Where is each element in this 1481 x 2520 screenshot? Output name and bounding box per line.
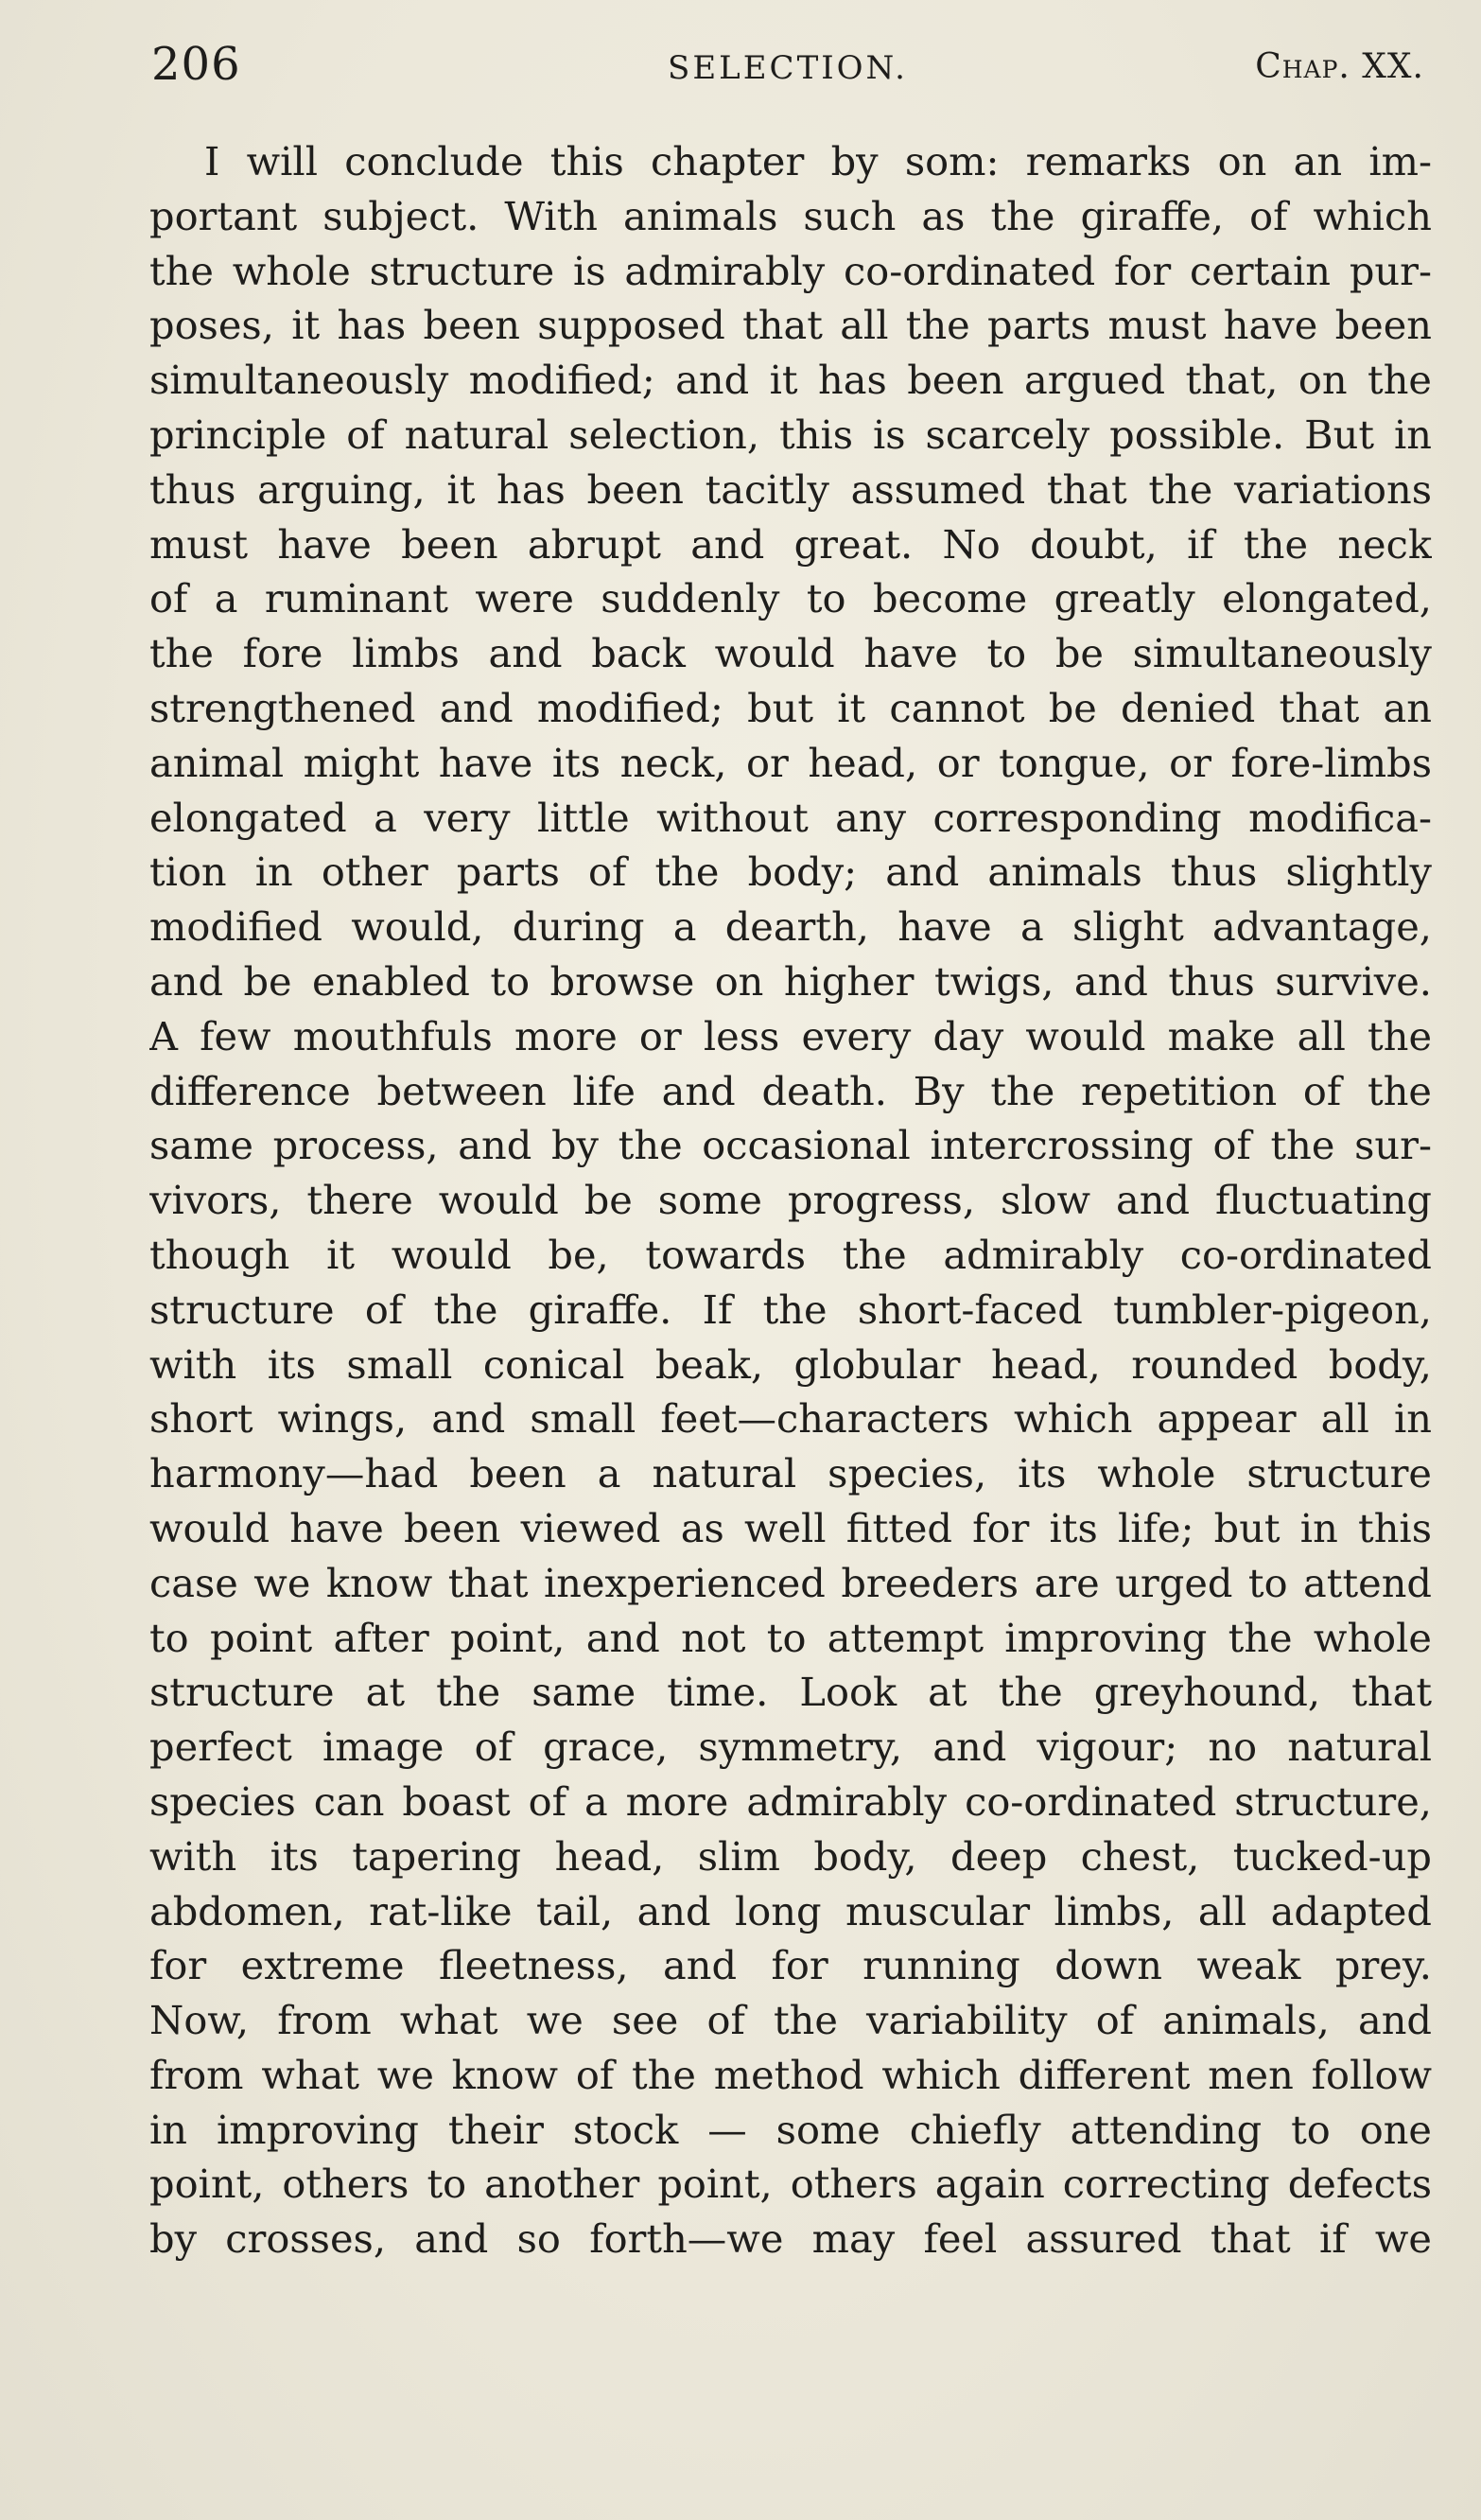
text-line: harmony—had been a natural species, its whole structure: [149, 1450, 1432, 1497]
text-line: must have been abrupt and great. No doubt, if the neck: [149, 520, 1432, 568]
text-line: strengthened and modified; but it cannot be denied that an: [149, 684, 1432, 731]
text-line: the fore limbs and back would have to be simultaneously: [149, 630, 1432, 677]
text-line: animal might have its neck, or head, or tongue, or fore-limbs: [149, 739, 1432, 786]
page-number: 206: [151, 38, 241, 91]
text-line: would have been viewed as well fitted for its life; but in this: [149, 1504, 1432, 1551]
text-line: the whole structure is admirably co-ordinated for certain pur-: [149, 247, 1432, 294]
text-line: short wings, and small feet—characters which appear all in: [149, 1395, 1432, 1443]
text-line: structure at the same time. Look at the greyhound, that: [149, 1669, 1432, 1716]
body-text: [149, 134, 1432, 2266]
text-line: same process, and by the occasional intercrossing of the sur-: [149, 1122, 1432, 1169]
text-line: simultaneously modified; and it has been argued that, on the: [149, 357, 1432, 404]
page-header: [151, 38, 1424, 104]
text-line: thus arguing, it has been tacitly assumed that the variations: [149, 465, 1432, 513]
text-line: I will conclude this chapter by som: remarks on an im-: [204, 138, 1432, 184]
text-line: of a ruminant were suddenly to become greatly elongated,: [149, 575, 1432, 622]
text-line: poses, it has been supposed that all the parts must have been: [149, 302, 1432, 349]
text-line: and be enabled to browse on higher twigs, and thus survive.: [149, 957, 1432, 1005]
text-line: A few mouthfuls more or less every day would make all the: [149, 1012, 1432, 1059]
text-line: by crosses, and so forth—we may feel assured that if we: [149, 2215, 1432, 2263]
text-line: vivors, there would be some progress, slow and fluctuating: [149, 1177, 1432, 1224]
text-line: species can boast of a more admirably co-ordinated structure,: [149, 1777, 1432, 1825]
text-line: portant subject. With animals such as the giraffe, of which: [149, 192, 1432, 239]
text-line: Now, from what we see of the variability of animals, and: [149, 1997, 1432, 2044]
running-title: SELECTION.: [668, 49, 908, 87]
text-line: though it would be, towards the admirably co-ordinated: [149, 1231, 1432, 1278]
text-line: modified would, during a dearth, have a slight advantage,: [149, 903, 1432, 951]
text-line: to point after point, and not to attempt improving the whole: [149, 1614, 1432, 1661]
text-line: tion in other parts of the body; and animals thus slightly: [149, 849, 1432, 896]
text-line: from what we know of the method which different men follow: [149, 2051, 1432, 2098]
text-line: elongated a very little without any corresponding modifica-: [149, 794, 1432, 841]
text-line: case we know that inexperienced breeders are urged to attend: [149, 1559, 1432, 1606]
chapter-label: Chap. XX.: [1255, 47, 1424, 86]
text-line: for extreme fleetness, and for running down weak prey.: [149, 1942, 1432, 1989]
text-line: abdomen, rat-like tail, and long muscular limbs, all adapted: [149, 1887, 1432, 1934]
text-line: principle of natural selection, this is scarcely possible. But in: [149, 411, 1432, 458]
text-line: difference between life and death. By the repetition of the: [149, 1067, 1432, 1114]
text-line: with its tapering head, slim body, deep chest, tucked-up: [149, 1832, 1432, 1880]
text-line: structure of the giraffe. If the short-faced tumbler-pigeon,: [149, 1286, 1432, 1333]
text-line: point, others to another point, others again correcting defects: [149, 2161, 1432, 2208]
text-line: in improving their stock — some chiefly attending to one: [149, 2106, 1432, 2153]
text-line: with its small conical beak, globular head, rounded body,: [149, 1340, 1432, 1388]
text-line: perfect image of grace, symmetry, and vigour; no natural: [149, 1724, 1432, 1771]
